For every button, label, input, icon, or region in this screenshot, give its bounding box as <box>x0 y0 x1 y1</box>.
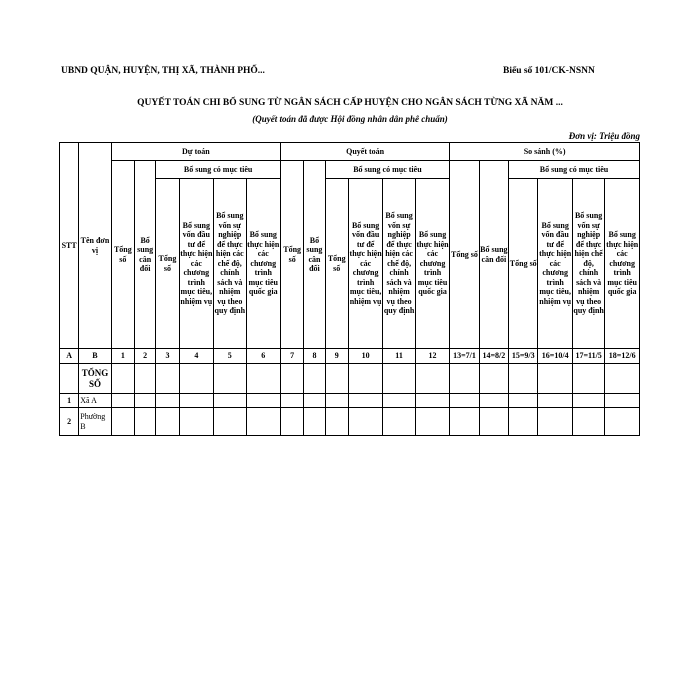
index-cell: B <box>79 349 111 364</box>
row-stt: 1 <box>60 394 79 408</box>
data-cell[interactable] <box>415 364 449 394</box>
settlement-table <box>59 142 640 436</box>
data-cell[interactable] <box>383 408 415 436</box>
estimate-career: Bổ sung vốn sự nghiệp để thực hiện các chế độ, chính sách và nhiệm vụ theo quy định <box>214 179 246 349</box>
data-cell[interactable] <box>304 364 325 394</box>
data-cell[interactable] <box>450 394 479 408</box>
index-cell: 9 <box>325 349 348 364</box>
data-cell[interactable] <box>304 394 325 408</box>
row-stt <box>60 364 79 394</box>
data-cell[interactable] <box>605 364 640 394</box>
header-unit-name: Tên đơn vị <box>79 143 111 349</box>
final-total: Tổng số <box>280 161 303 349</box>
data-cell[interactable] <box>538 408 572 436</box>
index-cell: 3 <box>156 349 179 364</box>
row-stt: 2 <box>60 408 79 436</box>
data-cell[interactable] <box>538 364 572 394</box>
document-subtitle: (Quyết toán đã được Hội đồng nhân dân phê chuẩn) <box>252 114 448 124</box>
data-cell[interactable] <box>383 394 415 408</box>
document-title: QUYẾT TOÁN CHI BỔ SUNG TỪ NGÂN SÁCH CẤP HUYỆN CHO NGÂN SÁCH TỪNG XÃ NĂM ... <box>137 98 563 108</box>
estimate-targeted-total: Tổng số <box>156 179 179 349</box>
index-cell: 15=9/3 <box>509 349 538 364</box>
form-code: Biểu số 101/CK-NSNN <box>503 66 595 76</box>
index-cell: 4 <box>179 349 213 364</box>
compare-investment: Bổ sung vốn đầu tư để thực hiện các chương trình mục tiêu, nhiệm vụ <box>538 179 572 349</box>
estimate-balance: Bổ sung cân đối <box>135 161 156 349</box>
data-cell[interactable] <box>325 394 348 408</box>
index-cell: 1 <box>111 349 134 364</box>
column-index-row <box>60 349 640 364</box>
data-cell[interactable] <box>214 408 246 436</box>
compare-targeted: Bổ sung có mục tiêu <box>509 161 640 179</box>
compare-career: Bổ sung vốn sự nghiệp để thực hiện chế độ, chính sách và nhiệm vụ theo quy định <box>572 179 604 349</box>
data-cell[interactable] <box>280 408 303 436</box>
index-cell: 17=11/5 <box>572 349 604 364</box>
final-career: Bổ sung vốn sự nghiệp để thực hiện các chế độ, chính sách và nhiệm vụ theo quy định <box>383 179 415 349</box>
data-cell[interactable] <box>509 408 538 436</box>
data-cell[interactable] <box>572 364 604 394</box>
data-cell[interactable] <box>450 364 479 394</box>
final-investment: Bổ sung vốn đầu tư để thực hiện các chương trình mục tiêu, nhiệm vụ <box>348 179 382 349</box>
data-cell[interactable] <box>450 408 479 436</box>
data-cell[interactable] <box>135 364 156 394</box>
final-targeted-total: Tổng số <box>325 179 348 349</box>
data-cell[interactable] <box>214 394 246 408</box>
index-cell: 11 <box>383 349 415 364</box>
data-cell[interactable] <box>111 408 134 436</box>
estimate-total: Tổng số <box>111 161 134 349</box>
data-cell[interactable] <box>479 394 508 408</box>
compare-balance: Bổ sung cân đối <box>479 161 508 349</box>
data-cell[interactable] <box>179 364 213 394</box>
compare-targeted-total: Tổng số <box>509 179 538 349</box>
index-cell: 2 <box>135 349 156 364</box>
estimate-national: Bổ sung thực hiện các chương trình mục tiêu quốc gia <box>246 179 280 349</box>
index-cell: 10 <box>348 349 382 364</box>
data-cell[interactable] <box>325 364 348 394</box>
data-cell[interactable] <box>156 394 179 408</box>
data-cell[interactable] <box>214 364 246 394</box>
table-row <box>60 394 640 408</box>
data-cell[interactable] <box>179 394 213 408</box>
data-cell[interactable] <box>325 408 348 436</box>
data-cell[interactable] <box>509 364 538 394</box>
group-compare: So sánh (%) <box>450 143 640 161</box>
index-cell: 12 <box>415 349 449 364</box>
final-targeted: Bổ sung có mục tiêu <box>325 161 450 179</box>
index-cell: 13=7/1 <box>450 349 479 364</box>
data-cell[interactable] <box>348 408 382 436</box>
data-cell[interactable] <box>135 408 156 436</box>
index-cell: 16=10/4 <box>538 349 572 364</box>
compare-national: Bổ sung thực hiện các chương trình mục tiêu quốc gia <box>605 179 640 349</box>
data-cell[interactable] <box>479 364 508 394</box>
data-cell[interactable] <box>156 364 179 394</box>
table-row <box>60 364 640 394</box>
data-cell[interactable] <box>572 408 604 436</box>
data-cell[interactable] <box>156 408 179 436</box>
final-national: Bổ sung thực hiện các chương trình mục tiêu quốc gia <box>415 179 449 349</box>
data-cell[interactable] <box>246 364 280 394</box>
data-cell[interactable] <box>605 408 640 436</box>
agency-heading: UBND QUẬN, HUYỆN, THỊ XÃ, THÀNH PHỐ... <box>61 66 265 76</box>
estimate-investment: Bổ sung vốn đầu tư để thực hiện các chương trình mục tiêu, nhiệm vụ <box>179 179 213 349</box>
index-cell: 14=8/2 <box>479 349 508 364</box>
group-final: Quyết toán <box>280 143 449 161</box>
row-name: Phường B <box>79 408 111 436</box>
header-stt: STT <box>60 143 79 349</box>
data-cell[interactable] <box>280 364 303 394</box>
data-cell[interactable] <box>572 394 604 408</box>
row-name: Xã A <box>79 394 111 408</box>
index-cell: 6 <box>246 349 280 364</box>
data-cell[interactable] <box>135 394 156 408</box>
data-cell[interactable] <box>348 394 382 408</box>
data-cell[interactable] <box>246 408 280 436</box>
table-row <box>60 408 640 436</box>
data-cell[interactable] <box>415 408 449 436</box>
row-name: TỔNG SỐ <box>79 364 111 394</box>
index-cell: 7 <box>280 349 303 364</box>
data-cell[interactable] <box>605 394 640 408</box>
data-cell[interactable] <box>383 364 415 394</box>
data-cell[interactable] <box>509 394 538 408</box>
data-cell[interactable] <box>111 394 134 408</box>
index-cell: 8 <box>304 349 325 364</box>
index-cell: 5 <box>214 349 246 364</box>
data-cell[interactable] <box>246 394 280 408</box>
data-cell[interactable] <box>415 394 449 408</box>
group-estimate: Dự toán <box>111 143 280 161</box>
compare-total: Tổng số <box>450 161 479 349</box>
index-cell: 18=12/6 <box>605 349 640 364</box>
data-cell[interactable] <box>111 364 134 394</box>
index-cell: A <box>60 349 79 364</box>
estimate-targeted: Bổ sung có mục tiêu <box>156 161 281 179</box>
data-cell[interactable] <box>280 394 303 408</box>
data-cell[interactable] <box>179 408 213 436</box>
unit-label: Đơn vị: Triệu đồng <box>568 131 640 141</box>
final-balance: Bổ sung cân đối <box>304 161 325 349</box>
data-cell[interactable] <box>479 408 508 436</box>
data-cell[interactable] <box>538 394 572 408</box>
data-cell[interactable] <box>348 364 382 394</box>
data-cell[interactable] <box>304 408 325 436</box>
